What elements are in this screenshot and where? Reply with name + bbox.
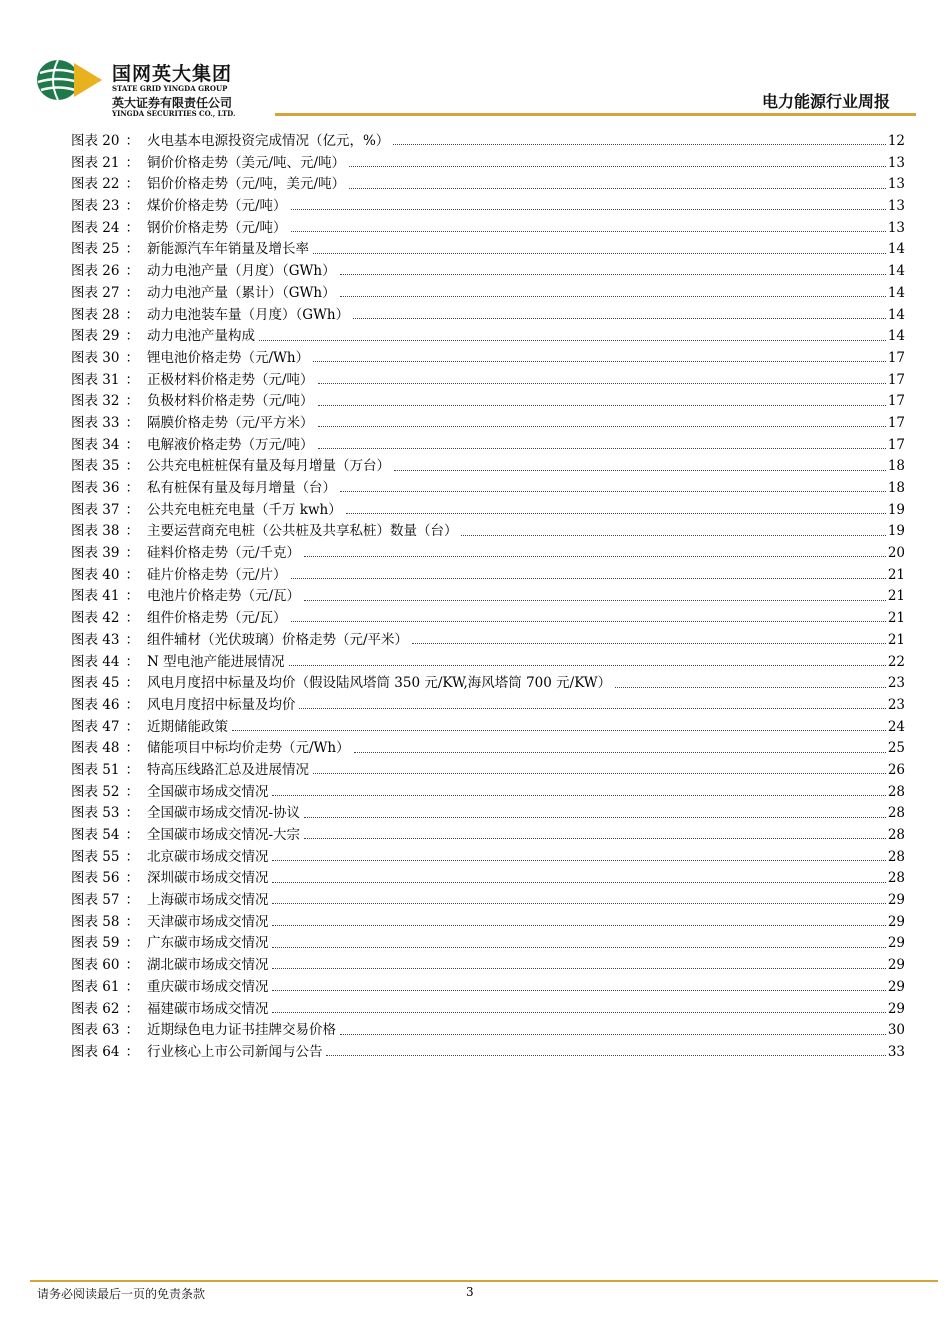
toc-page-number: 13 xyxy=(887,154,905,171)
toc-separator: ： xyxy=(125,761,139,778)
toc-dot-leader xyxy=(318,426,886,427)
toc-dot-leader xyxy=(615,687,886,688)
toc-entry[interactable] xyxy=(71,803,905,825)
toc-separator: ： xyxy=(125,848,139,865)
toc-figure-label: 图表 56 xyxy=(71,870,120,887)
toc-page-number: 13 xyxy=(887,219,905,236)
toc-separator: ： xyxy=(125,718,139,735)
toc-figure-title: 公共充电桩充电量（千万 kwh） xyxy=(146,501,342,518)
toc-page-number: 13 xyxy=(887,198,905,215)
toc-dot-leader xyxy=(354,752,886,753)
toc-separator: ： xyxy=(125,414,139,431)
toc-page-number: 17 xyxy=(887,371,905,388)
toc-figure-label: 图表 37 xyxy=(71,501,120,518)
toc-entry[interactable] xyxy=(71,977,905,999)
company-name-cn: 英大证券有限责任公司 xyxy=(112,96,233,110)
toc-figure-label: 图表 33 xyxy=(71,414,120,431)
toc-figure-title: 负极材料价格走势（元/吨） xyxy=(146,393,314,410)
brand-name-en: STATE GRID YINGDA GROUP xyxy=(112,84,228,93)
toc-dot-leader xyxy=(272,925,885,926)
toc-separator: ： xyxy=(125,154,139,171)
toc-figure-title: 风电月度招中标量及均价（假设陆风塔筒 350 元/KW,海风塔筒 700 元/KW） xyxy=(146,675,612,692)
toc-separator: ： xyxy=(125,436,139,453)
toc-separator: ： xyxy=(125,306,139,323)
toc-dot-leader xyxy=(318,448,886,449)
toc-separator: ： xyxy=(125,610,139,627)
toc-dot-leader xyxy=(291,621,886,622)
toc-separator: ： xyxy=(125,827,139,843)
toc-separator: ： xyxy=(125,675,139,692)
toc-figure-title: 动力电池产量（月度）（GWh） xyxy=(146,263,336,280)
toc-figure-title: 风电月度招中标量及均价 xyxy=(146,696,296,713)
toc-figure-label: 图表 24 xyxy=(71,219,120,236)
toc-figure-label: 图表 46 xyxy=(71,696,120,713)
toc-separator: ： xyxy=(125,740,139,757)
toc-entry[interactable] xyxy=(71,521,905,543)
toc-dot-leader xyxy=(272,882,885,883)
toc-figure-title: 储能项目中标均价走势（元/Wh） xyxy=(146,740,350,757)
toc-figure-label: 图表 39 xyxy=(71,545,120,562)
toc-dot-leader xyxy=(272,990,885,991)
toc-figure-title: N 型电池产能进展情况 xyxy=(146,653,285,670)
toc-page-number: 29 xyxy=(887,892,905,909)
toc-page-number: 26 xyxy=(887,761,905,778)
toc-entry[interactable] xyxy=(71,673,905,695)
toc-dot-leader xyxy=(313,253,886,254)
toc-dot-leader xyxy=(232,730,886,731)
toc-figure-title: 电解液价格走势（万元/吨） xyxy=(146,436,314,453)
toc-figure-label: 图表 58 xyxy=(71,913,120,930)
state-grid-globe-logo-icon xyxy=(36,58,104,102)
toc-separator: ： xyxy=(125,501,139,518)
toc-separator: ： xyxy=(125,284,139,301)
toc-figure-title: 全国碳市场成交情况-协议 xyxy=(146,805,301,822)
toc-dot-leader xyxy=(349,188,886,189)
toc-entry[interactable] xyxy=(71,955,905,977)
toc-page-number: 21 xyxy=(887,566,905,583)
toc-entry[interactable] xyxy=(71,847,905,869)
toc-entry[interactable] xyxy=(71,586,905,608)
toc-page-number: 33 xyxy=(887,1043,905,1060)
toc-figure-label: 图表 31 xyxy=(71,371,120,388)
toc-entry[interactable] xyxy=(71,608,905,630)
toc-figure-title: 北京碳市场成交情况 xyxy=(146,848,269,865)
toc-entry[interactable] xyxy=(71,283,905,305)
toc-entry[interactable] xyxy=(71,456,905,478)
toc-page-number: 29 xyxy=(887,1000,905,1017)
toc-figure-label: 图表 41 xyxy=(71,588,120,605)
toc-entry[interactable] xyxy=(71,326,905,348)
toc-figure-label: 图表 36 xyxy=(71,480,120,496)
toc-figure-title: 深圳碳市场成交情况 xyxy=(146,870,269,887)
toc-figure-label: 图表 61 xyxy=(71,978,120,995)
toc-separator: ： xyxy=(125,978,139,995)
toc-dot-leader xyxy=(346,513,886,514)
toc-entry[interactable] xyxy=(71,738,905,760)
toc-figure-title: 正极材料价格走势（元/吨） xyxy=(146,371,314,388)
toc-figure-label: 图表 22 xyxy=(71,176,120,193)
brand-name-cn: 国网英大集团 xyxy=(112,63,233,85)
toc-entry[interactable] xyxy=(71,435,905,457)
toc-dot-leader xyxy=(313,773,886,774)
toc-figure-label: 图表 60 xyxy=(71,957,120,974)
toc-dot-leader xyxy=(318,405,886,406)
toc-figure-label: 图表 38 xyxy=(71,523,120,540)
toc-separator: ： xyxy=(125,631,139,648)
toc-separator: ： xyxy=(125,458,139,475)
toc-separator: ： xyxy=(125,371,139,388)
toc-entry[interactable] xyxy=(71,565,905,587)
toc-entry[interactable] xyxy=(71,239,905,261)
toc-figure-label: 图表 43 xyxy=(71,631,120,648)
toc-entry[interactable] xyxy=(71,1020,905,1042)
toc-separator: ： xyxy=(125,957,139,974)
toc-page-number: 14 xyxy=(887,263,905,280)
page-number: 3 xyxy=(466,1285,474,1299)
toc-entry[interactable] xyxy=(71,717,905,739)
toc-page-number: 13 xyxy=(887,176,905,193)
toc-entry[interactable] xyxy=(71,825,905,847)
toc-figure-label: 图表 27 xyxy=(71,284,120,301)
toc-page-number: 28 xyxy=(887,827,905,843)
toc-separator: ： xyxy=(125,783,139,800)
toc-entry[interactable] xyxy=(71,153,905,175)
toc-dot-leader xyxy=(291,578,886,579)
toc-figure-title: 上海碳市场成交情况 xyxy=(146,892,269,909)
toc-figure-label: 图表 55 xyxy=(71,848,120,865)
toc-separator: ： xyxy=(125,870,139,887)
toc-separator: ： xyxy=(125,1000,139,1017)
toc-dot-leader xyxy=(326,1055,885,1056)
header-divider xyxy=(275,113,916,116)
toc-figure-title: 铝价价格走势（元/吨，美元/吨） xyxy=(146,176,346,193)
toc-figure-title: 钢价价格走势（元/吨） xyxy=(146,219,287,236)
toc-figure-label: 图表 51 xyxy=(71,761,120,778)
toc-page-number: 21 xyxy=(887,610,905,627)
toc-page-number: 21 xyxy=(887,588,905,605)
toc-page-number: 28 xyxy=(887,848,905,865)
toc-dot-leader xyxy=(272,1012,885,1013)
toc-dot-leader xyxy=(289,665,886,666)
toc-page-number: 18 xyxy=(887,480,905,496)
toc-figure-title: 公共充电桩桩保有量及每月增量（万台） xyxy=(146,458,390,475)
toc-separator: ： xyxy=(125,198,139,215)
toc-separator: ： xyxy=(125,1043,139,1060)
toc-figure-label: 图表 20 xyxy=(71,133,120,149)
toc-figure-title: 煤价价格走势（元/吨） xyxy=(146,198,287,215)
toc-entry[interactable] xyxy=(71,912,905,934)
toc-separator: ： xyxy=(125,176,139,193)
toc-dot-leader xyxy=(313,361,886,362)
toc-figure-title: 组件辅材（光伏玻璃）价格走势（元/平米） xyxy=(146,631,409,648)
toc-figure-title: 新能源汽车年销量及增长率 xyxy=(146,241,309,258)
toc-figure-label: 图表 34 xyxy=(71,436,120,453)
toc-dot-leader xyxy=(272,947,885,948)
toc-dot-leader xyxy=(340,1034,886,1035)
toc-separator: ： xyxy=(125,263,139,280)
toc-dot-leader xyxy=(318,383,886,384)
toc-figure-label: 图表 26 xyxy=(71,263,120,280)
toc-separator: ： xyxy=(125,133,139,149)
toc-page-number: 23 xyxy=(887,675,905,692)
toc-entry[interactable] xyxy=(71,543,905,565)
toc-figure-title: 硅料价格走势（元/千克） xyxy=(146,545,301,562)
toc-page-number: 25 xyxy=(887,740,905,757)
toc-entry[interactable] xyxy=(71,630,905,652)
toc-page-number: 17 xyxy=(887,349,905,366)
toc-page-number: 17 xyxy=(887,436,905,453)
toc-page-number: 29 xyxy=(887,978,905,995)
toc-figure-title: 湖北碳市场成交情况 xyxy=(146,957,269,974)
page-header xyxy=(0,0,950,120)
toc-figure-title: 私有桩保有量及每月增量（台） xyxy=(146,480,336,496)
toc-page-number: 24 xyxy=(887,718,905,735)
toc-page-number: 30 xyxy=(887,1022,905,1039)
toc-figure-title: 主要运营商充电桩（公共桩及共享私桩）数量（台） xyxy=(146,523,458,540)
toc-entry[interactable] xyxy=(71,695,905,717)
toc-separator: ： xyxy=(125,1022,139,1039)
toc-entry[interactable] xyxy=(71,1042,905,1064)
toc-figure-label: 图表 30 xyxy=(71,349,120,366)
toc-figure-title: 近期绿色电力证书挂牌交易价格 xyxy=(146,1022,336,1039)
toc-figure-label: 图表 62 xyxy=(71,1000,120,1017)
company-name-en: YINGDA SECURITIES CO., LTD. xyxy=(112,109,236,118)
toc-figure-title: 火电基本电源投资完成情况（亿元，%） xyxy=(146,133,390,149)
toc-page-number: 29 xyxy=(887,913,905,930)
toc-figure-label: 图表 23 xyxy=(71,198,120,215)
toc-dot-leader xyxy=(272,795,885,796)
toc-separator: ： xyxy=(125,892,139,909)
toc-dot-leader xyxy=(393,144,886,145)
toc-figure-title: 广东碳市场成交情况 xyxy=(146,935,269,952)
toc-separator: ： xyxy=(125,349,139,366)
toc-figure-label: 图表 64 xyxy=(71,1043,120,1060)
toc-figure-label: 图表 35 xyxy=(71,458,120,475)
toc-page-number: 18 xyxy=(887,458,905,475)
toc-dot-leader xyxy=(272,968,885,969)
toc-figure-label: 图表 54 xyxy=(71,827,120,843)
toc-entry[interactable] xyxy=(71,933,905,955)
toc-entry[interactable] xyxy=(71,652,905,674)
toc-entry[interactable] xyxy=(71,174,905,196)
toc-dot-leader xyxy=(259,340,886,341)
toc-entry[interactable] xyxy=(71,261,905,283)
toc-figure-label: 图表 52 xyxy=(71,783,120,800)
toc-page-number: 29 xyxy=(887,957,905,974)
toc-dot-leader xyxy=(353,318,886,319)
toc-figure-title: 隔膜价格走势（元/平方米） xyxy=(146,414,314,431)
toc-dot-leader xyxy=(304,600,886,601)
toc-figure-label: 图表 59 xyxy=(71,935,120,952)
toc-separator: ： xyxy=(125,805,139,822)
toc-entry[interactable] xyxy=(71,760,905,782)
toc-dot-leader xyxy=(340,491,886,492)
toc-page-number: 22 xyxy=(887,653,905,670)
toc-separator: ： xyxy=(125,588,139,605)
toc-figure-label: 图表 21 xyxy=(71,154,120,171)
toc-figure-title: 全国碳市场成交情况 xyxy=(146,783,269,800)
toc-dot-leader xyxy=(412,643,886,644)
toc-figure-title: 硅片价格走势（元/片） xyxy=(146,566,287,583)
toc-entry[interactable] xyxy=(71,218,905,240)
toc-entry[interactable] xyxy=(71,890,905,912)
toc-figure-label: 图表 32 xyxy=(71,393,120,410)
toc-figure-title: 动力电池产量构成 xyxy=(146,328,255,345)
toc-page-number: 14 xyxy=(887,328,905,345)
toc-figure-title: 特高压线路汇总及进展情况 xyxy=(146,761,309,778)
toc-entry[interactable] xyxy=(71,370,905,392)
toc-dot-leader xyxy=(299,708,885,709)
toc-figure-title: 全国碳市场成交情况-大宗 xyxy=(146,827,301,843)
toc-page-number: 28 xyxy=(887,805,905,822)
toc-figure-title: 重庆碳市场成交情况 xyxy=(146,978,269,995)
toc-entry[interactable] xyxy=(71,999,905,1021)
toc-page-number: 28 xyxy=(887,870,905,887)
toc-figure-label: 图表 57 xyxy=(71,892,120,909)
toc-dot-leader xyxy=(349,166,886,167)
toc-dot-leader xyxy=(340,274,886,275)
disclaimer-note: 请务必阅读最后一页的免责条款 xyxy=(37,1287,206,1301)
toc-separator: ： xyxy=(125,523,139,540)
toc-separator: ： xyxy=(125,566,139,583)
figure-index-list xyxy=(71,131,905,1064)
toc-figure-label: 图表 29 xyxy=(71,328,120,345)
toc-figure-label: 图表 45 xyxy=(71,675,120,692)
toc-figure-title: 近期储能政策 xyxy=(146,718,228,735)
toc-page-number: 21 xyxy=(887,631,905,648)
toc-page-number: 19 xyxy=(887,501,905,518)
toc-page-number: 20 xyxy=(887,545,905,562)
toc-entry[interactable] xyxy=(71,500,905,522)
toc-entry[interactable] xyxy=(71,868,905,890)
toc-figure-title: 动力电池装车量（月度）（GWh） xyxy=(146,306,350,323)
toc-page-number: 12 xyxy=(887,133,905,149)
toc-separator: ： xyxy=(125,545,139,562)
toc-figure-label: 图表 28 xyxy=(71,306,120,323)
toc-figure-title: 锂电池价格走势（元/Wh） xyxy=(146,349,310,366)
toc-figure-label: 图表 53 xyxy=(71,805,120,822)
toc-page-number: 29 xyxy=(887,935,905,952)
toc-separator: ： xyxy=(125,219,139,236)
toc-dot-leader xyxy=(304,838,886,839)
toc-dot-leader xyxy=(394,470,886,471)
toc-page-number: 19 xyxy=(887,523,905,540)
toc-dot-leader xyxy=(461,535,885,536)
toc-entry[interactable] xyxy=(71,782,905,804)
toc-page-number: 14 xyxy=(887,284,905,301)
toc-dot-leader xyxy=(291,231,886,232)
toc-dot-leader xyxy=(272,860,885,861)
toc-entry[interactable] xyxy=(71,413,905,435)
toc-figure-label: 图表 40 xyxy=(71,566,120,583)
toc-figure-title: 天津碳市场成交情况 xyxy=(146,913,269,930)
toc-separator: ： xyxy=(125,935,139,952)
toc-separator: ： xyxy=(125,393,139,410)
toc-figure-label: 图表 44 xyxy=(71,653,120,670)
report-title: 电力能源行业周报 xyxy=(761,92,890,111)
toc-page-number: 28 xyxy=(887,783,905,800)
toc-figure-title: 铜价价格走势（美元/吨、元/吨） xyxy=(146,154,346,171)
toc-entry[interactable] xyxy=(71,391,905,413)
toc-figure-title: 行业核心上市公司新闻与公告 xyxy=(146,1043,323,1060)
toc-dot-leader xyxy=(304,556,886,557)
toc-dot-leader xyxy=(272,903,885,904)
toc-figure-label: 图表 42 xyxy=(71,610,120,627)
toc-dot-leader xyxy=(340,296,886,297)
toc-page-number: 17 xyxy=(887,414,905,431)
toc-page-number: 23 xyxy=(887,696,905,713)
toc-figure-label: 图表 63 xyxy=(71,1022,120,1039)
toc-dot-leader xyxy=(304,817,886,818)
toc-entry[interactable] xyxy=(71,305,905,327)
toc-separator: ： xyxy=(125,913,139,930)
toc-entry[interactable] xyxy=(71,196,905,218)
toc-page-number: 14 xyxy=(887,306,905,323)
toc-figure-label: 图表 47 xyxy=(71,718,120,735)
toc-figure-title: 组件价格走势（元/瓦） xyxy=(146,610,287,627)
toc-separator: ： xyxy=(125,480,139,496)
toc-separator: ： xyxy=(125,653,139,670)
toc-figure-title: 电池片价格走势（元/瓦） xyxy=(146,588,301,605)
toc-figure-label: 图表 25 xyxy=(71,241,120,258)
footer-divider xyxy=(30,1280,938,1282)
toc-separator: ： xyxy=(125,696,139,713)
toc-figure-title: 动力电池产量（累计）（GWh） xyxy=(146,284,336,301)
toc-dot-leader xyxy=(291,209,886,210)
toc-entry[interactable] xyxy=(71,348,905,370)
toc-separator: ： xyxy=(125,328,139,345)
toc-entry[interactable] xyxy=(71,478,905,500)
toc-figure-title: 福建碳市场成交情况 xyxy=(146,1000,269,1017)
toc-figure-label: 图表 48 xyxy=(71,740,120,757)
toc-entry[interactable] xyxy=(71,131,905,153)
toc-page-number: 14 xyxy=(887,241,905,258)
toc-separator: ： xyxy=(125,241,139,258)
toc-page-number: 17 xyxy=(887,393,905,410)
